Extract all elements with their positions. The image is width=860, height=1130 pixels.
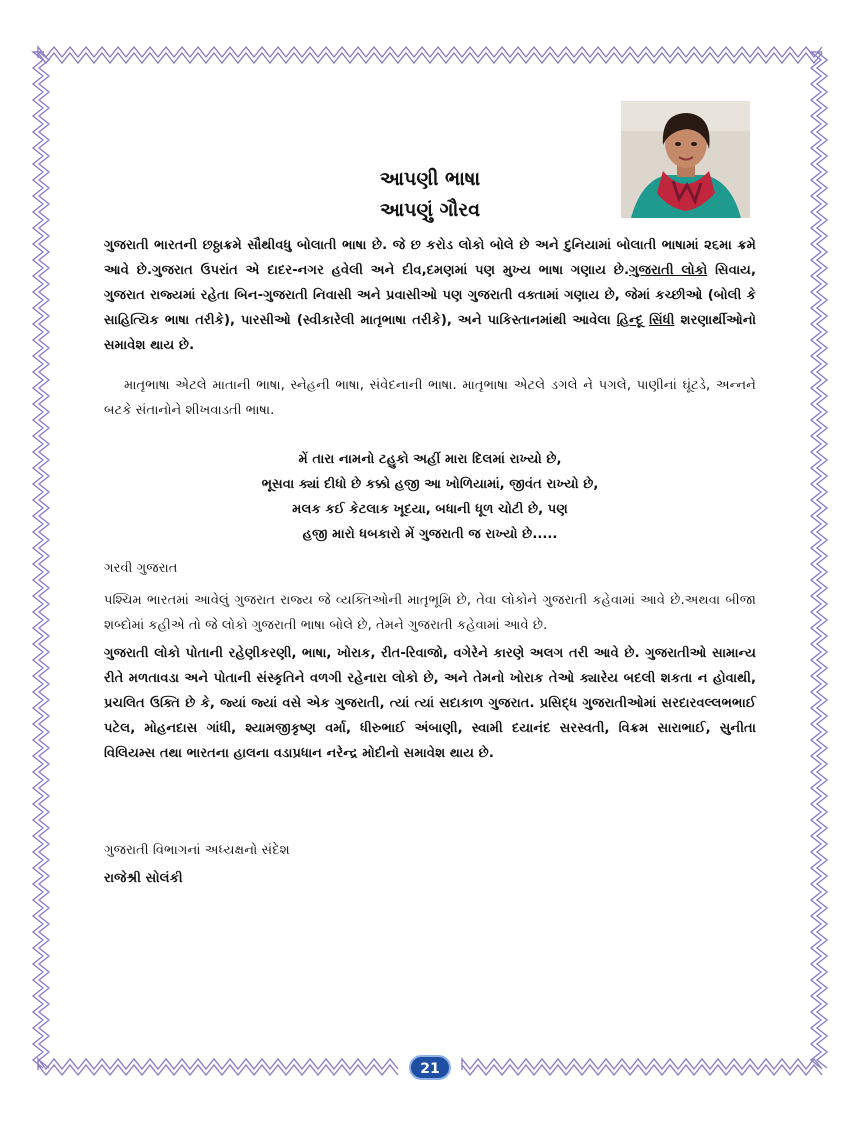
mother-tongue-paragraph: માતૃભાષા એટલે માતાની ભાષા, સ્નેહની ભાષા, સંવેદનાની ભાષા. માતૃભાષા એટલે ડગલે ને પગલે, પાણીનાં ઘૂંટડે, અન્નને બટકે સંતાનોને શીખવાડતી ભાષા. (104, 378, 756, 418)
signature-title: ગુજરાતી વિભાગનાં અધ્યક્ષનો સંદેશ (104, 843, 290, 858)
link-hindu[interactable]: હિન્દૂ (616, 313, 644, 328)
title-line-1: આપણી ભાષા (379, 168, 481, 190)
zigzag-border-line (39, 52, 49, 1068)
poem (200, 447, 660, 547)
section-subheading: ગરવી ગુજરાત (104, 561, 178, 576)
link-sindhi[interactable]: સિંધી (649, 313, 675, 328)
page-number-badge: 21 (409, 1055, 451, 1080)
author-photo (621, 101, 750, 218)
zigzag-border-line (811, 52, 821, 1068)
title-line-2: આપણું ગૌરવ (379, 199, 481, 221)
zigzag-border-line (38, 47, 822, 57)
gujarati-people-paragraph: ગુજરાતી લોકો પોતાની રહેણીકરણી, ભાષા, ખોરાક, રીત-રિવાજો, વગેરેને કારણે અલગ તરી આવે છે. ગુજરાતીઓ સામાન્ય રીતે મળતાવડા અને પોતાની સંસ્કૃતિને વળગી રહેનારા લોકો છે, અને તેમનો ખોરાક તેઓ ક્યારેય બદલી શકતા ન હોવાથી, પ્રચલિત ઉક્તિ છે કે, જ્યાં જ્યાં વસે એક ગુજરાતી, ત્યાં ત્યાં સદાકાળ ગુજરાત. પ્રસિદ્ધ ગુજરાતીઓમાં સરદારવલ્લભભાઈ પટેલ, મોહનદાસ ગાંધી, શ્યામજીકૃષ્ણ વર્મા, ધીરુભાઈ અંબાણી, સ્વામી દયાનંદ સરસ્વતી, વિક્રમ સારાભાઈ, સુનીતા વિલિયમ્સ તથા ભારતના હાલના વડાપ્રધાન નરેન્દ્ર મોદીનો સમાવેશ થાય છે. (104, 646, 756, 761)
signature-name: રાજેશ્રી સોલંકી (104, 871, 183, 886)
intro-paragraph: ગુજરાતી ભારતની છઠ્ઠાક્રમે સૌથીવધુ બોલાતી ભાષા છે. જે છ કરોડ લોકો બોલે છે અને દુનિયામાં બોલાતી ભાષામાં ૨૬મા ક્રમે આવે છે.ગુજરાત ઉપરાંત એ દાદર-નગર હવેલી અને દીવ,દમણમાં પણ મુખ્ય ભાષા ગણાય છે.ગુજરાતી લોકો સિવાય, ગુજરાત રાજ્યમાં રહેતા બિન-ગુજરાતી નિવાસી અને પ્રવાસીઓ પણ ગુજરાતી વક્તામાં ગણાય છે, જેમાં કચ્છીઓ (બોલી કે સાહિત્યિક ભાષા તરીકે), પારસીઓ (સ્વીકારેલી માતૃભાષા તરીકે), અને પાકિસ્તાનમાંથી આવેલા હિન્દૂ સિંધી શરણાર્થીઓનો સમાવેશ થાય છે. (104, 238, 757, 353)
garvi-gujarat-paragraph: પશ્ચિમ ભારતમાં આવેલું ગુજરાત રાજ્ય જે વ્યક્તિઓની માતૃભૂમિ છે, તેવા લોકોને ગુજરાતી કહેવામાં આવે છે.અથવા બીજા શબ્દોમાં કહીએ તો જે લોકો ગુજરાતી ભાષા બોલે છે, તેમને ગુજરાતી કહેવામાં આવે છે. (104, 593, 756, 633)
poem-line: મલક કઈ કેટલાક ખૂદયા, બધાની ધૂળ ચોટી છે, પણ (292, 502, 568, 517)
zigzag-border-line (817, 52, 827, 1068)
poem-line: ભૂસવા ક્યાં દીધો છે કક્કો હજી આ ખોળિયામાં, જીવંત રાખ્યો છે, (261, 477, 599, 492)
link-gujarati-people[interactable]: ગુજરાતી લોકો (629, 263, 708, 278)
poem-line: મેં તારા નામનો ટહુકો અહીં મારા દિલમાં રાખ્યો છે, (298, 452, 562, 467)
poem-line: હજી મારો ધબકારો મેં ગુજરાતી જ રાખ્યો છે..... (302, 527, 558, 542)
zigzag-border-line (33, 52, 43, 1068)
